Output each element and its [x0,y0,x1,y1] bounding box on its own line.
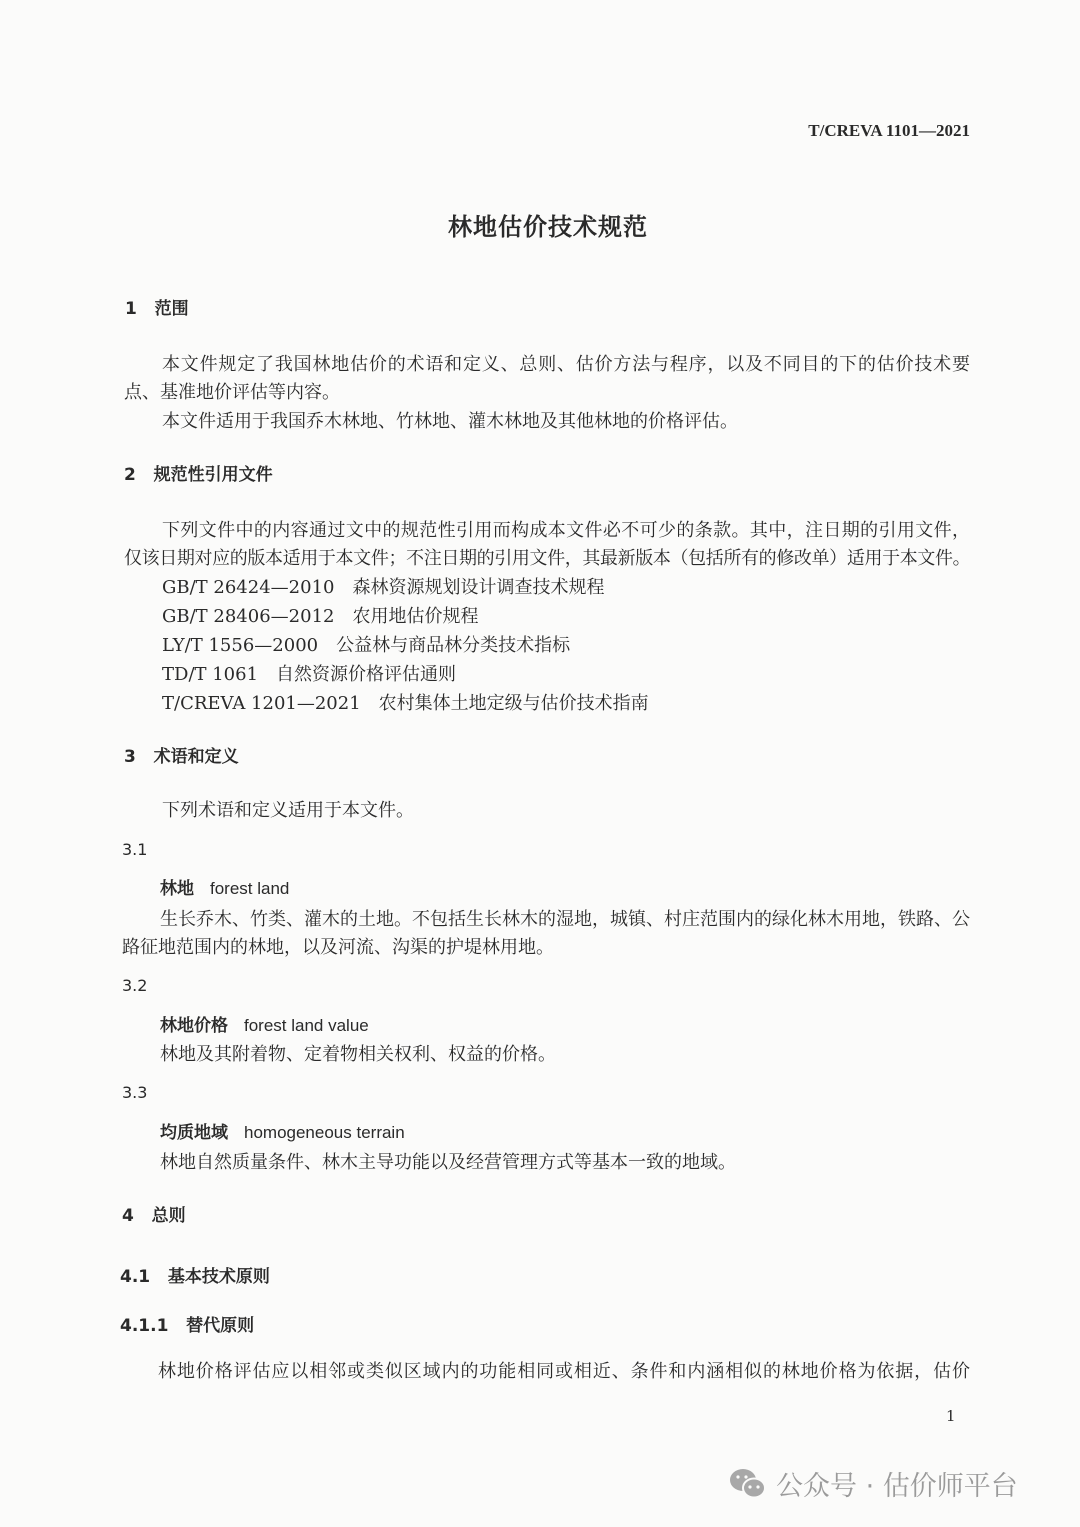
section-4-heading: 4 总则 [122,1206,186,1226]
paragraph: 本文件适用于我国乔木林地、竹林地、灌木林地及其他林地的价格评估。 [162,411,738,432]
paragraph: 林地价格评估应以相邻或类似区域内的功能相同或相近、条件和内涵相似的林地价格为依据，估价 [158,1361,970,1382]
watermark: 公众号 · 估价师平台 [728,1464,1018,1503]
paragraph: 下列文件中的内容通过文中的规范性引用而构成本文件必不可少的条款。其中，注日期的引用文件， [162,520,970,541]
document-id: T/CREVA 1101—2021 [808,121,970,140]
paragraph: 仅该日期对应的版本适用于本文件；不注日期的引用文件，其最新版本（包括所有的修改单）适用于本文件。 [124,548,970,569]
paragraph: 下列术语和定义适用于本文件。 [162,800,414,821]
term-definition: 林地自然质量条件、林木主导功能以及经营管理方式等基本一致的地域。 [160,1152,736,1173]
wechat-icon [728,1467,768,1501]
term-number: 3.3 [122,1083,148,1102]
term-number: 3.1 [122,840,148,859]
term-title: 林地 forest land [160,879,290,899]
term-definition: 林地及其附着物、定着物相关权利、权益的价格。 [160,1044,556,1065]
term-definition: 路征地范围内的林地，以及河流、沟渠的护堤林用地。 [122,937,554,958]
reference-item: TD/T 1061 自然资源价格评估通则 [162,664,457,685]
section-1-heading: 1 范围 [125,299,189,319]
reference-item: T/CREVA 1201—2021 农村集体土地定级与估价技术指南 [162,693,649,714]
paragraph: 点、基准地价评估等内容。 [124,382,340,403]
subsection-heading: 4.1 基本技术原则 [120,1267,270,1287]
reference-item: GB/T 28406—2012 农用地估价规程 [162,606,479,627]
subsubsection-heading: 4.1.1 替代原则 [120,1316,255,1336]
term-number: 3.2 [122,976,148,995]
section-2-heading: 2 规范性引用文件 [124,465,273,485]
section-3-heading: 3 术语和定义 [124,747,239,767]
page-number: 1 [946,1407,956,1425]
paragraph: 本文件规定了我国林地估价的术语和定义、总则、估价方法与程序，以及不同目的下的估价技术要 [162,354,970,375]
page-title: 林地估价技术规范 [448,213,648,241]
reference-item: GB/T 26424—2010 森林资源规划设计调查技术规程 [162,577,605,598]
term-definition: 生长乔木、竹类、灌木的土地。不包括生长林木的湿地，城镇、村庄范围内的绿化林木用地，铁路、公 [160,909,970,930]
term-title: 林地价格 forest land value [160,1016,369,1036]
reference-item: LY/T 1556—2000 公益林与商品林分类技术指标 [162,635,571,656]
term-title: 均质地域 homogeneous terrain [160,1123,405,1143]
